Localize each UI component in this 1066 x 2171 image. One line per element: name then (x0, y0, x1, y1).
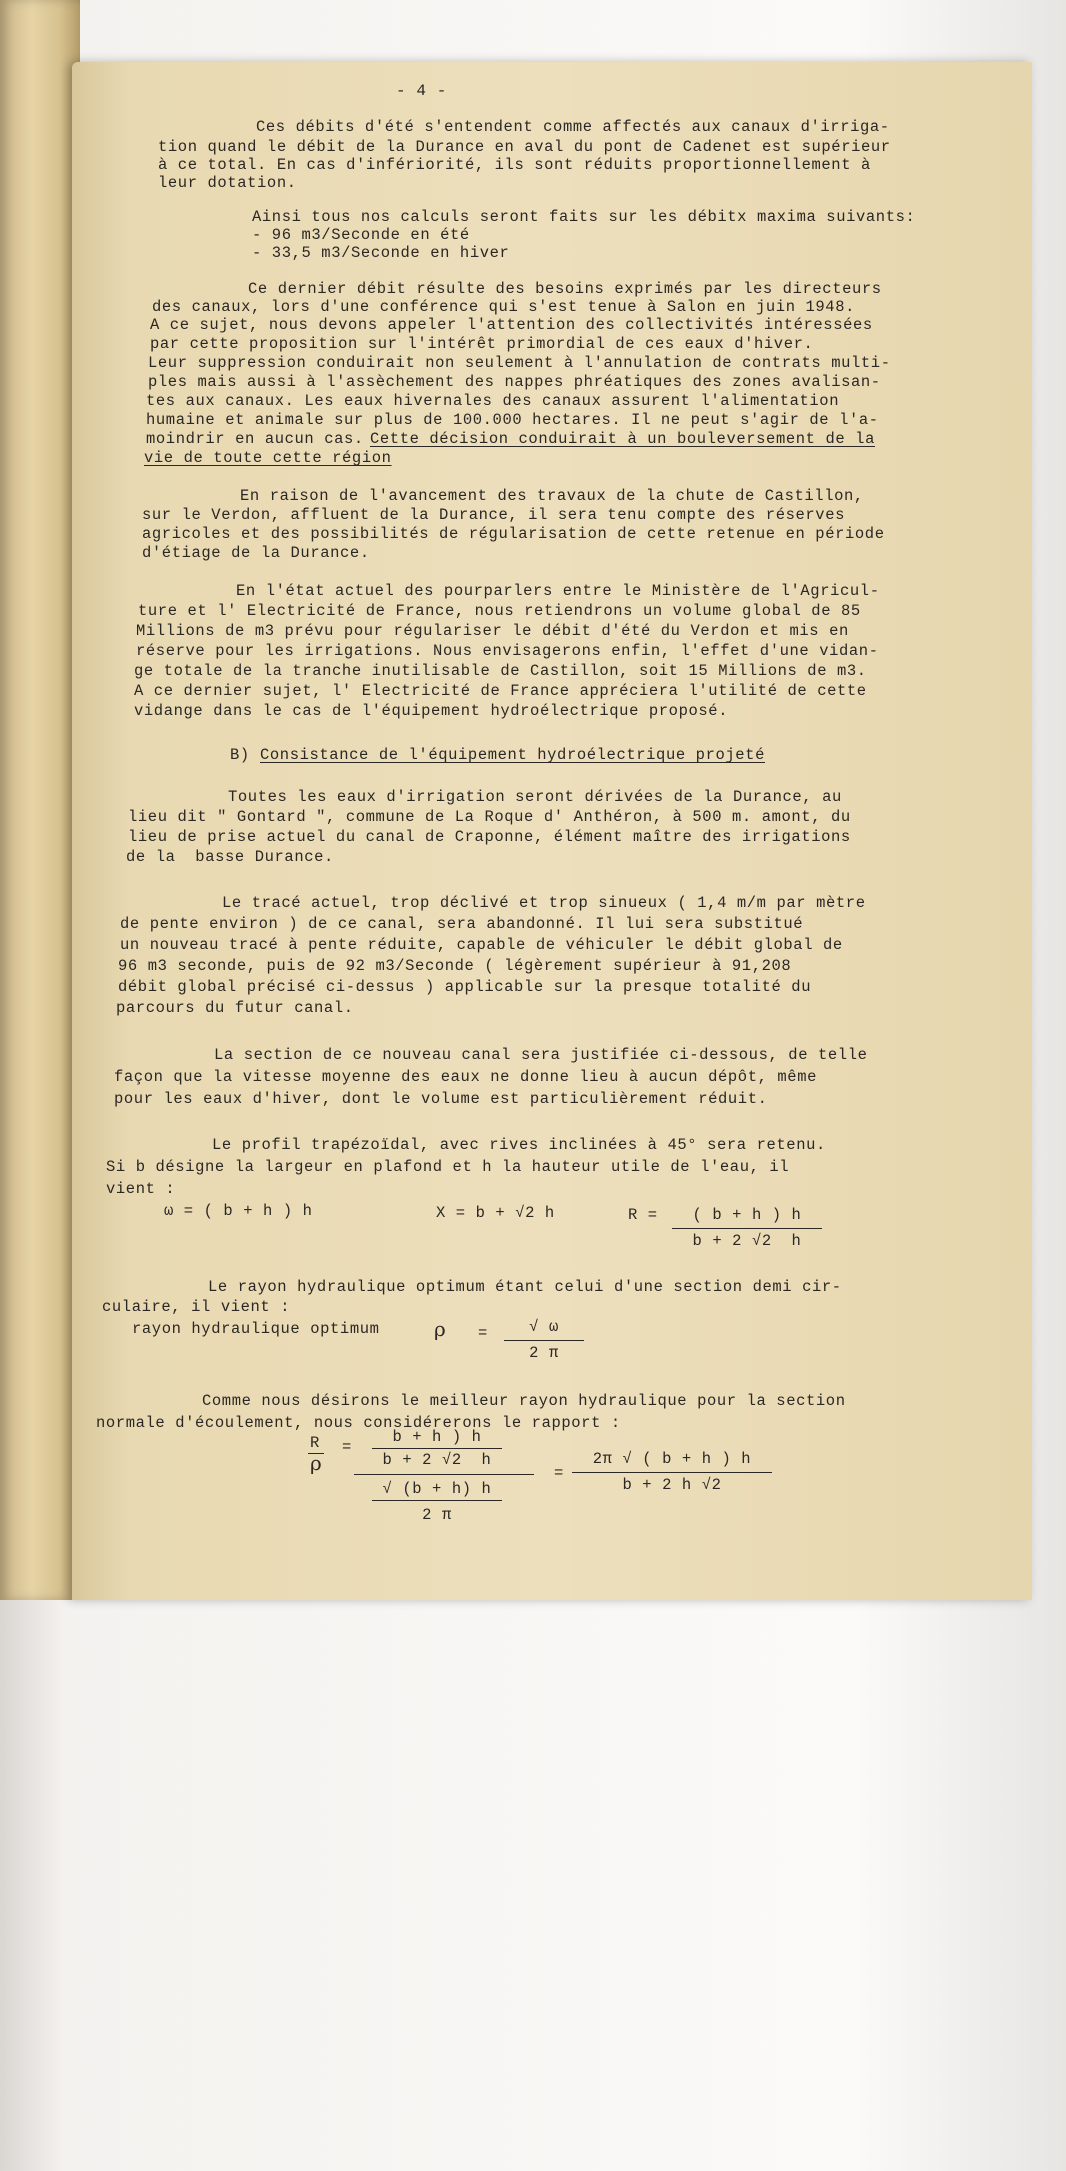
text-line: sur le Verdon, affluent de la Durance, il sera tenu compte des réserves (142, 506, 846, 524)
text-line: ples mais aussi à l'assèchement des nappes phréatiques des zones avalisan- (148, 373, 881, 391)
text-line: Le rayon hydraulique optimum étant celui d'une section demi cir- (208, 1278, 842, 1296)
ratio-denominator-bottom: 2 π (422, 1506, 452, 1524)
text-line: culaire, il vient : (102, 1298, 291, 1316)
text-line: Leur suppression conduirait non seulement à l'annulation de contrats multi- (148, 354, 891, 372)
fraction-bar (372, 1500, 502, 1501)
text-line: En raison de l'avancement des travaux de la chute de Castillon, (240, 487, 864, 505)
text-line: A ce dernier sujet, l' Electricité de France appréciera l'utilité de cette (134, 682, 867, 700)
text-line: lieu de prise actuel du canal de Craponne, élément maître des irrigations (128, 828, 851, 846)
fraction-bar (572, 1472, 772, 1473)
rho-symbol: ρ (434, 1317, 447, 1341)
text-line: Ces débits d'été s'entendent comme affectés aux canaux d'irriga- (256, 118, 890, 136)
equals-sign: = (554, 1464, 564, 1482)
section-label: B) (230, 746, 250, 764)
fraction-bar (372, 1448, 502, 1449)
text-line: Le profil trapézoïdal, avec rives inclinées à 45° sera retenu. (212, 1136, 826, 1154)
text-line: normale d'écoulement, nous considérerons le rapport : (96, 1414, 621, 1432)
text-line: La section de ce nouveau canal sera justifiée ci-dessous, de telle (214, 1046, 868, 1064)
ratio-numerator-top: b + h ) h (392, 1428, 482, 1446)
document-page (72, 62, 1032, 1600)
text-line: humaine et animale sur plus de 100.000 hectares. Il ne peut s'agir de l'a- (146, 411, 879, 429)
text-line: vidange dans le cas de l'équipement hydroélectrique proposé. (134, 702, 729, 720)
formula-r-denominator: b + 2 √2 h (692, 1232, 802, 1250)
text-line: à ce total. En cas d'infériorité, ils sont réduits proportionnellement à (158, 156, 871, 174)
equals-sign: = (478, 1324, 488, 1342)
text-line: rayon hydraulique optimum (132, 1320, 380, 1338)
text-line: - 33,5 m3/Seconde en hiver (252, 244, 510, 262)
formula-r-numerator: ( b + h ) h (692, 1206, 802, 1224)
formula-chi: X = b + √2 h (436, 1204, 555, 1222)
text-line: pour les eaux d'hiver, dont le volume est particulièrement réduit. (114, 1090, 768, 1108)
text-line: de la basse Durance. (126, 848, 334, 866)
text-line: leur dotation. (158, 174, 297, 192)
page-text (72, 62, 1032, 2171)
text-line: agricoles et des possibilités de régularisation de cette retenue en période (142, 525, 885, 543)
text-line: En l'état actuel des pourparlers entre le Ministère de l'Agricul- (236, 582, 880, 600)
text-line: réserve pour les irrigations. Nous envisagerons enfin, l'effet d'une vidan- (136, 642, 879, 660)
page-number: - 4 - (396, 82, 448, 100)
formula-rho-numerator: √ ω (529, 1318, 559, 1336)
formula-r-lhs: R = (628, 1206, 658, 1224)
ratio-denominator-top: √ (b + h) h (382, 1480, 492, 1498)
equals-sign: = (342, 1438, 352, 1456)
formula-rho-denominator: 2 π (529, 1344, 559, 1362)
fraction-bar (504, 1340, 584, 1341)
text-line: d'étiage de la Durance. (142, 544, 370, 562)
text-line: façon que la vitesse moyenne des eaux ne donne lieu à aucun dépôt, même (114, 1068, 818, 1086)
fraction-bar (672, 1228, 822, 1229)
text-line: tion quand le débit de la Durance en aval du pont de Cadenet est supérieur (158, 138, 891, 156)
text-line: Toutes les eaux d'irrigation seront dérivées de la Durance, au (228, 788, 842, 806)
text-line: Millions de m3 prévu pour régulariser le débit d'été du Verdon et mis en (136, 622, 849, 640)
text-line: Si b désigne la largeur en plafond et h la hauteur utile de l'eau, il (106, 1158, 790, 1176)
section-heading: Consistance de l'équipement hydroélectrique projeté (260, 746, 765, 764)
text-line: débit global précisé ci-dessus ) applicable sur la presque totalité du (118, 978, 812, 996)
text-line: - 96 m3/Seconde en été (252, 226, 470, 244)
text-line: moindrir en aucun cas. (146, 430, 364, 448)
text-line: ture et l' Electricité de France, nous retiendrons un volume global de 85 (138, 602, 861, 620)
ratio-R: R (310, 1434, 320, 1452)
text-line: lieu dit " Gontard ", commune de La Roque d' Anthéron, à 500 m. amont, du (128, 808, 851, 826)
formula-omega: ω = ( b + h ) h (164, 1202, 313, 1220)
underlined-text: Cette décision conduirait à un bouleversement de la (370, 430, 875, 448)
text-line: 96 m3 seconde, puis de 92 m3/Seconde ( légèrement supérieur à 91,208 (118, 957, 792, 975)
text-line: parcours du futur canal. (116, 999, 354, 1017)
underlined-text: vie de toute cette région (144, 449, 392, 467)
text-line: de pente environ ) de ce canal, sera abandonné. Il lui sera substitué (120, 915, 804, 933)
binding-spine (0, 0, 80, 1600)
text-line: Ce dernier débit résulte des besoins exprimés par les directeurs (248, 280, 882, 298)
ratio-rho: ρ (310, 1451, 323, 1475)
ratio-result-numerator: 2π √ ( b + h ) h (592, 1450, 752, 1468)
text-line: Comme nous désirons le meilleur rayon hydraulique pour la section (202, 1392, 846, 1410)
text-line: tes aux canaux. Les eaux hivernales des canaux assurent l'alimentation (146, 392, 840, 410)
text-line: un nouveau tracé à pente réduite, capable de véhiculer le débit global de (120, 936, 843, 954)
text-line: des canaux, lors d'une conférence qui s'est tenue à Salon en juin 1948. (152, 298, 856, 316)
text-line: Ainsi tous nos calculs seront faits sur les débitx maxima suivants: (252, 208, 916, 226)
text-line: par cette proposition sur l'intérêt primordial de ces eaux d'hiver. (150, 335, 814, 353)
text-line: A ce sujet, nous devons appeler l'attention des collectivités intéressées (150, 316, 873, 334)
ratio-result-denominator: b + 2 h √2 (622, 1476, 722, 1494)
text-line: Le tracé actuel, trop déclivé et trop sinueux ( 1,4 m/m par mètre (222, 894, 866, 912)
main-fraction-bar (354, 1474, 534, 1475)
text-line: ge totale de la tranche inutilisable de Castillon, soit 15 Millions de m3. (134, 662, 867, 680)
ratio-numerator-bottom: b + 2 √2 h (382, 1451, 492, 1469)
text-line: vient : (106, 1180, 176, 1198)
